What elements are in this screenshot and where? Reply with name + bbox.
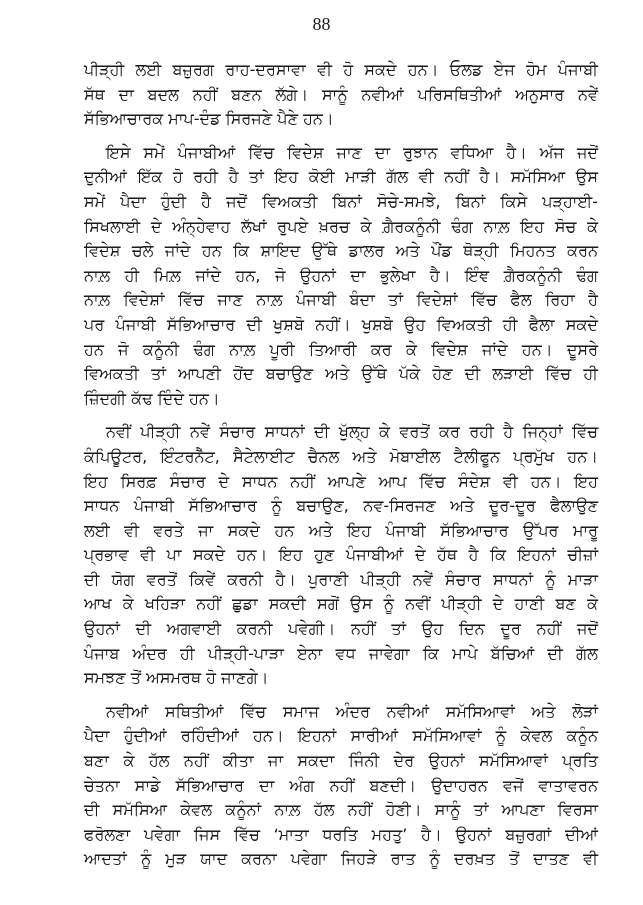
text-line: ਸਮਝਣ ਤੋਂ ਅਸਮਰਥ ਹੋ ਜਾਣਗੇ। bbox=[84, 668, 269, 688]
text-line: ਸਮੇਂ ਪੈਦਾ ਹੁੰਦੀ ਹੈ ਜਦੋਂ ਵਿਅਕਤੀ ਬਿਨਾਂ ਸੋਚੇ-ਸਮਝੇ, ਬਿਨਾਂ ਕਿਸੇ ਪੜ੍ਹਾਈ- bbox=[84, 191, 598, 211]
page-body bbox=[84, 58, 598, 881]
text-line: ਪੀੜ੍ਹੀ ਲਈ ਬਜ਼ੁਰਗ ਰਾਹ-ਦਰਸਾਵਾ ਵੀ ਹੋ ਸਕਦੇ ਹਨ। ਓਲਡ ਏਜ ਹੋਮ ਪੰਜਾਬੀ bbox=[84, 60, 598, 79]
text-line: ਬਣਾ ਕੇ ਹੱਲ ਨਹੀਂ ਕੀਤਾ ਜਾ ਸਕਦਾ ਜਿੰਨੀ ਦੇਰ ਉਹਨਾਂ ਸਮੱਸਿਆਵਾਂ ਪ੍ਰਤਿ bbox=[84, 751, 598, 771]
text-line: ਪੈਦਾ ਹੁੰਦੀਆਂ ਰਹਿੰਦੀਆਂ ਹਨ। ਇਹਨਾਂ ਸਾਰੀਆਂ ਸਮੱਸਿਆਵਾਂ ਨੂੰ ਕੇਵਲ ਕਨੂੰਨ bbox=[84, 726, 598, 746]
paragraph-3 bbox=[84, 420, 598, 691]
text-line: ਇਸੇ ਸਮੇਂ ਪੰਜਾਬੀਆਂ ਵਿੱਚ ਵਿਦੇਸ਼ ਜਾਣ ਦਾ ਰੁਝਾਨ ਵਧਿਆ ਹੈ। ਅੱਜ ਜਦੋਂ bbox=[106, 142, 598, 162]
text-line: ਕੰਪਿਊਟਰ, ਇੰਟਰਨੈੱਟ, ਸੈਟੇਲਾਈਟ ਚੈਨਲ ਅਤੇ ਮੋਬਾਈਲ ਟੈਲੀਫੂਨ ਪ੍ਰਮੁੱਖ ਹਨ। bbox=[84, 446, 598, 466]
text-line: ਆਦਤਾਂ ਨੂੰ ਮੁੜ ਯਾਦ ਕਰਨਾ ਪਵੇਗਾ ਜਿਹੜੇ ਰਾਤ ਨੂੰ ਦਰਖ਼ਤ ਤੋਂ ਦਾਤਣ ਵੀ bbox=[84, 849, 598, 869]
text-line: ਜ਼ਿੰਦਗੀ ਕੱਢ ਦਿੰਦੇ ਹਨ। bbox=[84, 388, 220, 408]
text-line: ਪੰਜਾਬ ਅੰਦਰ ਹੀ ਪੀੜ੍ਹੀ-ਪਾੜਾ ਏਨਾ ਵਧ ਜਾਵੇਗਾ ਕਿ ਮਾਪੇ ਬੱਚਿਆਂ ਦੀ ਗੱਲ bbox=[84, 643, 598, 663]
text-line: ਆਖ ਕੇ ਖਹਿੜਾ ਨਹੀਂ ਛੁਡਾ ਸਕਦੀ ਸਗੋਂ ਉਸ ਨੂੰ ਨਵੀਂ ਪੀੜ੍ਹੀ ਦੇ ਹਾਣੀ ਬਣ ਕੇ bbox=[84, 594, 598, 614]
text-line: ਉਹਨਾਂ ਦੀ ਅਗਵਾਈ ਕਰਨੀ ਪਵੇਗੀ। ਨਹੀਂ ਤਾਂ ਉਹ ਦਿਨ ਦੂਰ ਨਹੀਂ ਜਦੋਂ bbox=[84, 619, 598, 639]
text-line: ਦੁਨੀਆਂ ਇੱਕ ਹੋ ਰਹੀ ਹੈ ਤਾਂ ਇਹ ਕੋਈ ਮਾੜੀ ਗੱਲ ਵੀ ਨਹੀਂ ਹੈ। ਸਮੱਸਿਆ ਉਸ bbox=[84, 167, 598, 187]
paragraph-4 bbox=[84, 700, 598, 872]
text-line: ਲਈ ਵੀ ਵਰਤੇ ਜਾ ਸਕਦੇ ਹਨ ਅਤੇ ਇਹ ਪੰਜਾਬੀ ਸੱਭਿਆਚਾਰ ਉੱਪਰ ਮਾਰੂ bbox=[84, 520, 599, 540]
text-line: ਨਵੀਂ ਪੀੜ੍ਹੀ ਨਵੇਂ ਸੰਚਾਰ ਸਾਧਨਾਂ ਦੀ ਖੁੱਲ੍ਹ ਕੇ ਵਰਤੋਂ ਕਰ ਰਹੀ ਹੈ ਜਿਨ੍ਹਾਂ ਵਿੱਚ bbox=[106, 422, 598, 442]
text-line: ਸਿਖਲਾਈ ਦੇ ਅੰਨ੍ਹੇਵਾਹ ਲੱਖਾਂ ਰੁਪਏ ਖ਼ਰਚ ਕੇ ਗ਼ੈਰਕਨੂੰਨੀ ਢੰਗ ਨਾਲ਼ ਇਹ ਸੋਚ ਕੇ bbox=[84, 216, 598, 236]
page-number: 88 bbox=[312, 14, 331, 34]
text-line: ਪਰ ਪੰਜਾਬੀ ਸੱਭਿਆਚਾਰ ਦੀ ਖੁਸ਼ਬੋ ਨਹੀਂ। ਖੁਸ਼ਬੋ ਉਹ ਵਿਅਕਤੀ ਹੀ ਫੈਲਾ ਸਕਦੇ bbox=[84, 314, 598, 334]
paragraph-1 bbox=[84, 58, 598, 132]
text-line: ਹਨ ਜੋ ਕਨੂੰਨੀ ਢੰਗ ਨਾਲ਼ ਪੂਰੀ ਤਿਆਰੀ ਕਰ ਕੇ ਵਿਦੇਸ਼ ਜਾਂਦੇ ਹਨ। ਦੂਸਰੇ bbox=[84, 339, 598, 359]
text-line: ਦੀ ਯੋਗ ਵਰਤੋਂ ਕਿਵੇਂ ਕਰਨੀ ਹੈ। ਪੁਰਾਣੀ ਪੀੜ੍ਹੀ ਨਵੇਂ ਸੰਚਾਰ ਸਾਧਨਾਂ ਨੂੰ ਮਾੜਾ bbox=[84, 569, 598, 589]
text-line: ਇਹ ਸਿਰਫ਼ ਸੰਚਾਰ ਦੇ ਸਾਧਨ ਨਹੀਂ ਆਪਣੇ ਆਪ ਵਿੱਚ ਸੰਦੇਸ਼ ਵੀ ਹਨ। ਇਹ bbox=[84, 471, 598, 491]
text-line: ਪ੍ਰਭਾਵ ਵੀ ਪਾ ਸਕਦੇ ਹਨ। ਇਹ ਹੁਣ ਪੰਜਾਬੀਆਂ ਦੇ ਹੱਥ ਹੈ ਕਿ ਇਹਨਾਂ ਚੀਜ਼ਾਂ bbox=[84, 545, 598, 565]
text-line: ਸੱਭਿਆਚਾਰਕ ਮਾਪ-ਦੰਡ ਸਿਰਜਣੇ ਪੈਣੇ ਹਨ। bbox=[84, 109, 334, 129]
text-line: ਵਿਅਕਤੀ ਤਾਂ ਆਪਣੀ ਹੋਂਦ ਬਚਾਉਣ ਅਤੇ ਉੱਥੇ ਪੱਕੇ ਹੋਣ ਦੀ ਲੜਾਈ ਵਿੱਚ ਹੀ bbox=[84, 364, 598, 384]
text-line: ਸਾਧਨ ਪੰਜਾਬੀ ਸੱਭਿਆਚਾਰ ਨੂੰ ਬਚਾਉਣ, ਨਵ-ਸਿਰਜਣ ਅਤੇ ਦੂਰ-ਦੂਰ ਫੈਲਾਉਣ bbox=[84, 496, 598, 516]
text-line: ਨਾਲ਼ ਵਿਦੇਸ਼ਾਂ ਵਿੱਚ ਜਾਣ ਨਾਲ਼ ਪੰਜਾਬੀ ਬੰਦਾ ਤਾਂ ਵਿਦੇਸ਼ਾਂ ਵਿੱਚ ਫੈਲ ਰਿਹਾ ਹੈ bbox=[84, 290, 598, 310]
text-line: ਦੀ ਸਮੱਸਿਆ ਕੇਵਲ ਕਨੂੰਨਾਂ ਨਾਲ਼ ਹੱਲ ਨਹੀਂ ਹੋਣੀ। ਸਾਨੂੰ ਤਾਂ ਆਪਣਾ ਵਿਰਸਾ bbox=[84, 800, 598, 820]
text-line: ਸੱਥ ਦਾ ਬਦਲ ਨਹੀਂ ਬਣਨ ਲੱਗੇ। ਸਾਨੂੰ ਨਵੀਆਂ ਪਰਿਸਥਿਤੀਆਂ ਅਨੁਸਾਰ ਨਵੇਂ bbox=[84, 84, 598, 104]
text-line: ਨਵੀਆਂ ਸਥਿਤੀਆਂ ਵਿੱਚ ਸਮਾਜ ਅੰਦਰ ਨਵੀਆਂ ਸਮੱਸਿਆਵਾਂ ਅਤੇ ਲੋੜਾਂ bbox=[106, 701, 598, 721]
text-line: ਵਿਦੇਸ਼ ਚਲੇ ਜਾਂਦੇ ਹਨ ਕਿ ਸ਼ਾਇਦ ਉੱਥੇ ਡਾਲਰ ਅਤੇ ਪੌਂਡ ਥੋੜ੍ਹੀ ਮਿਹਨਤ ਕਰਨ bbox=[84, 241, 598, 261]
text-line: ਚੇਤਨਾ ਸਾਡੇ ਸੱਭਿਆਚਾਰ ਦਾ ਅੰਗ ਨਹੀਂ ਬਣਦੀ। ਉਦਾਹਰਨ ਵਜੋਂ ਵਾਤਾਵਰਨ bbox=[84, 775, 598, 795]
text-line: ਫਰੋਲਣਾ ਪਵੇਗਾ ਜਿਸ ਵਿੱਚ ‘ਮਾਤਾ ਧਰਤਿ ਮਹਤੁ’ ਹੈ। ਉਹਨਾਂ ਬਜ਼ੁਰਗਾਂ ਦੀਆਂ bbox=[84, 824, 598, 844]
text-line: ਨਾਲ਼ ਹੀ ਮਿਲ਼ ਜਾਂਦੇ ਹਨ, ਜੋ ਉਹਨਾਂ ਦਾ ਭੁਲੇਖਾ ਹੈ। ਇੰਞ ਗ਼ੈਰਕਨੂੰਨੀ ਢੰਗ bbox=[84, 265, 598, 285]
paragraph-2 bbox=[84, 141, 598, 412]
